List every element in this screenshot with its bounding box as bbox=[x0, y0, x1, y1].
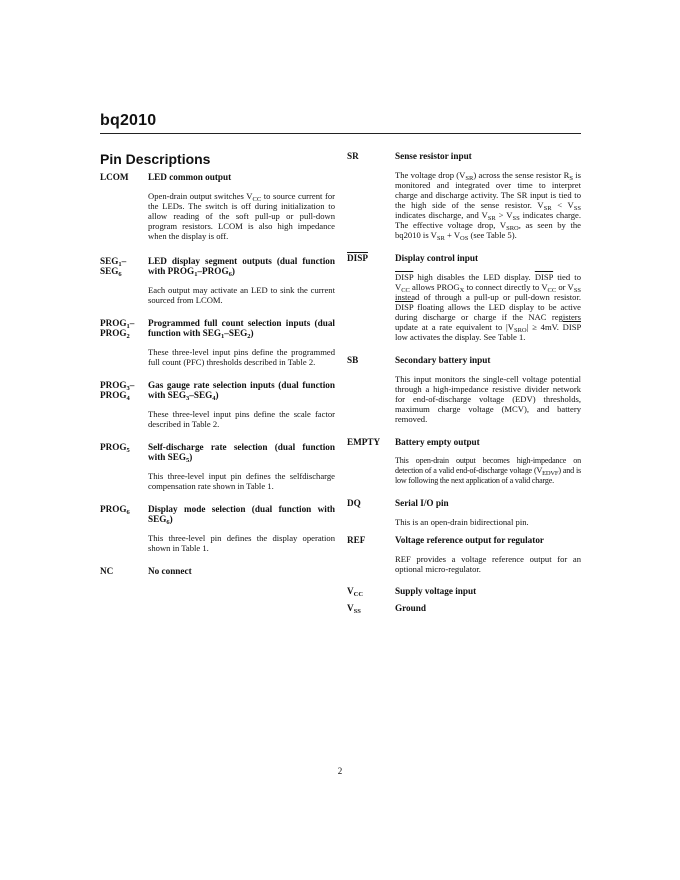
pin-function: Battery empty output bbox=[395, 437, 480, 447]
pin-function: Supply voltage input bbox=[395, 586, 477, 596]
pin-name: $PROG_3-$ $PROG_4$ bbox=[100, 380, 135, 402]
pin-function: Serial I/O pin bbox=[395, 498, 449, 508]
pin-sr bbox=[347, 151, 581, 240]
pin-name: $PROG_6$ bbox=[100, 504, 130, 516]
pin-description: These three-level input pins define the scale factor described in Table 2. bbox=[148, 409, 335, 429]
left-pin-column bbox=[100, 172, 335, 576]
pin-name: LCOM bbox=[100, 172, 129, 182]
pin-description: This input monitors the single-cell voltage potential through a high-impedance resistive divider network for end-of-discharge voltage (EDV) thresholds, maximum charge voltage (MCV), and battery removed. bbox=[395, 374, 581, 424]
pin-description: This open-drain output becomes high-impedance on detection of a valid end-of-discharge voltage $(V_{EDVF})$ and is low following the next application of a valid charge. bbox=[395, 456, 581, 485]
pin-description: This three-level pin defines the display operation shown in Table 1. bbox=[148, 533, 335, 553]
pin-name: $V_{SS}$ bbox=[347, 603, 361, 615]
page-number: 2 bbox=[337, 766, 343, 776]
pin-function: No connect bbox=[148, 566, 192, 576]
pin-nc bbox=[100, 566, 335, 576]
section-title: Pin Descriptions bbox=[100, 151, 211, 167]
pin-description: The voltage drop $(V_{SR})$ across the sense resistor $R_S$ is monitored and integrated over time to interpret charge and discharge activity. The SR input is tied to the high side of the sense resistor. $V_{SR} < V_{SS}$ indicates discharge, and $V_{SR} > V_{SS}$ indicates charge. The effective voltage drop, $V_{SRO}$, as seen by the bq2010 is $V_{SR} + V_{OS}$ (see Table 5). bbox=[395, 170, 582, 242]
pin-prog6 bbox=[100, 504, 335, 553]
header-rule bbox=[100, 133, 581, 134]
pin-function: LED common output bbox=[148, 172, 232, 182]
pin-vcc bbox=[347, 586, 581, 596]
part-number-header: bq2010 bbox=[100, 112, 157, 129]
pin-name: $PROG_1-$ $PROG_2$ bbox=[100, 318, 135, 340]
pin-function: Sense resistor input bbox=[395, 151, 472, 161]
pin-prog3-4 bbox=[100, 380, 335, 429]
pin-description: Open-drain output switches $V_{CC}$ to source current for the LEDs. The switch is off during initialization to allow reading of the soft pull-up or pull-down program resistors. LCOM is also high impedance when the display is off. bbox=[148, 191, 335, 241]
pin-prog5 bbox=[100, 442, 335, 491]
pin-disp bbox=[347, 253, 581, 342]
pin-name: SR bbox=[347, 151, 359, 161]
pin-description: REF provides a voltage reference output for an optional micro-regulator. bbox=[395, 554, 581, 574]
pin-name: DISP bbox=[347, 253, 368, 263]
pin-prog1-2 bbox=[100, 318, 335, 367]
pin-name: SB bbox=[347, 355, 359, 365]
pin-vss bbox=[347, 603, 581, 613]
pin-description: These three-level input pins define the programmed full count (PFC) thresholds described in Table 2. bbox=[148, 347, 335, 367]
pin-name: NC bbox=[100, 566, 114, 576]
pin-name: $SEG_1-$ $SEG_6$ bbox=[100, 256, 127, 278]
pin-lcom bbox=[100, 172, 335, 241]
pin-description: This is an open-drain bidirectional pin. bbox=[395, 517, 529, 527]
pin-function: Voltage reference output for regulator bbox=[395, 535, 545, 545]
right-pin-column bbox=[347, 151, 581, 613]
pin-empty bbox=[347, 437, 581, 486]
pin-name: REF bbox=[347, 535, 366, 545]
pin-description: DISP high disables the LED display. DISP tied to $V_{CC}$ allows $PROG_X$ to connect directly to $V_{CC}$ or $V_{SS}$ instead of through a pull-up or pull-down resistor. DISP floating allows the LED display to be active during discharge or charge if the NAC registers update at a rate equivalent to $|V_{SRO}| \ge 4mV$. DISP low activates the display. See Table 1. bbox=[395, 272, 581, 342]
pin-ref bbox=[347, 535, 581, 574]
pin-dq bbox=[347, 498, 581, 527]
pin-name: $PROG_5$ bbox=[100, 442, 130, 454]
pin-name: EMPTY bbox=[347, 437, 381, 447]
pin-function: Gas gauge rate selection inputs (dual function with $SEG_3-SEG_4$) bbox=[148, 380, 335, 402]
pin-function: Display control input bbox=[395, 253, 479, 263]
pin-function: Display mode selection (dual function with $SEG_6$) bbox=[148, 504, 335, 526]
pin-seg bbox=[100, 256, 335, 305]
pin-description: This three-level input pin defines the selfdischarge compensation rate shown in Table 1. bbox=[148, 471, 335, 491]
pin-function: Ground bbox=[395, 603, 426, 613]
pin-function: Self-discharge rate selection (dual function with $SEG_5$) bbox=[148, 442, 335, 464]
pin-function: Programmed full count selection inputs (dual function with $SEG_1-SEG_2$) bbox=[148, 318, 335, 340]
pin-function: Secondary battery input bbox=[395, 355, 491, 365]
pin-name: DQ bbox=[347, 498, 361, 508]
pin-name: $V_{CC}$ bbox=[347, 586, 364, 598]
pin-description: Each output may activate an LED to sink the current sourced from LCOM. bbox=[148, 285, 335, 305]
pin-function: LED display segment outputs (dual function with $PROG_1-PROG_6$) bbox=[148, 256, 335, 278]
pin-sb bbox=[347, 355, 581, 424]
